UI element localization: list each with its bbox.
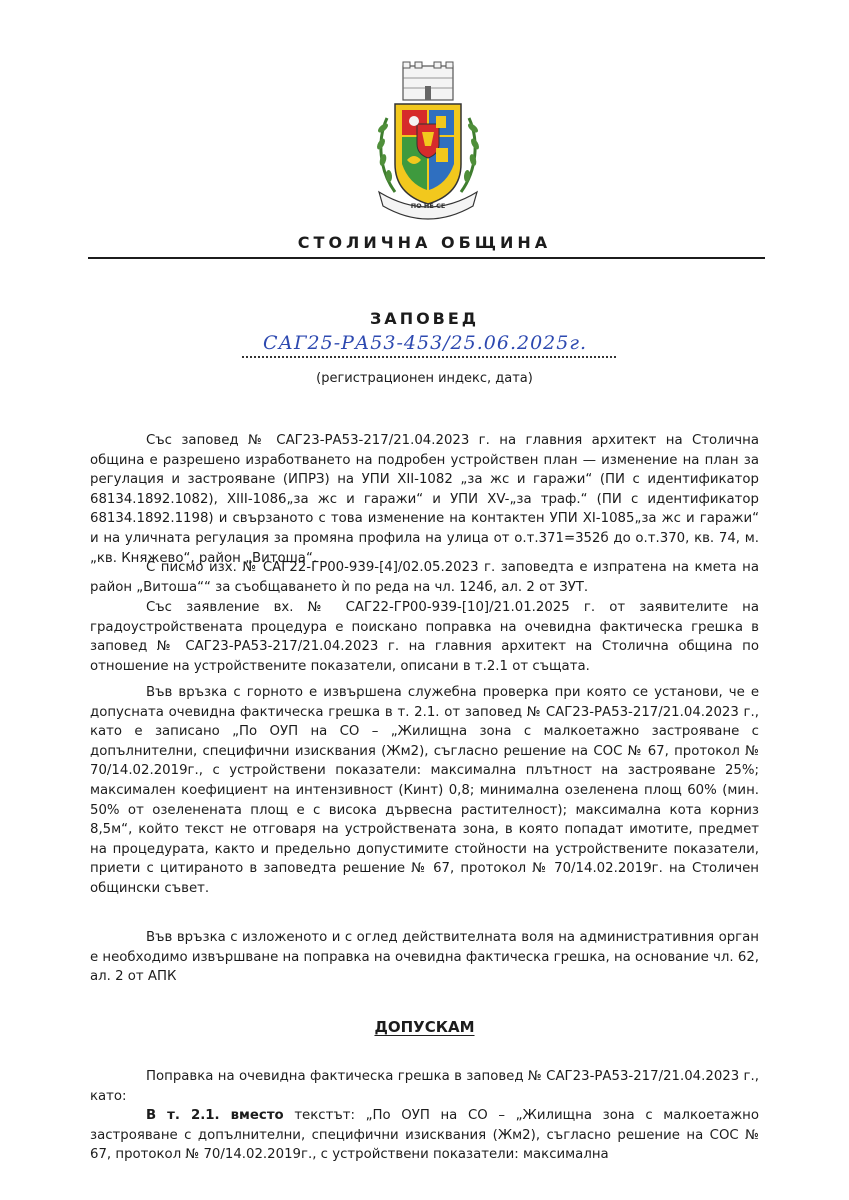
paragraph-letter-reference: С писмо изх. № САГ22-ГР00-939-[4]/02.05.2023 г. заповедта е изпратена на кмета на район „Витоша““ за съобщаването ѝ по реда на чл. 124б, ал. 2 от ЗУТ. <box>90 560 759 595</box>
paragraph-point-2-1 <box>90 1106 759 1165</box>
sofia-coat-of-arms-icon <box>373 60 483 220</box>
crest-motto: ПО НЕ СЕ <box>410 202 446 210</box>
paragraph-order-reference: Със заповед № САГ23-РА53-217/21.04.2023 г. на главния архитект на Столична община е разрешено изработването на подробен устройствен план — изменение на план за регулация и застрояване (ИПРЗ) на УПИ XII-1082 „за жс и гаражи“ (ПИ с идентификатор 68134.1892.1082), XIII-1086„за жс и гаражи“ и УПИ XV-„за траф.“ (ПИ с идентификатор 68134.1892.1198) и свързаното с това изменение на контактен УПИ XI-1085„за жс и гаражи“ и на уличната регулация за промяна профила на улица от о.т.371=352б до о.т.370, кв. 74, м. „кв. Княжево“, район „Витоша“. <box>90 433 759 566</box>
paragraph-application: Със заявление вх. № САГ22-ГР00-939-[10]/21.01.2025 г. от заявителите на градоустройствената процедура е поискано поправка на очевидна фактическа грешка в заповед № САГ23-РА53-217/21.04.2023 г. на главния архитект на Столична община по отношение на устройствените показатели, описани в т.2.1 от същата. <box>90 600 759 674</box>
point-2-1-text: текстът: „По ОУП на СО – „Жилищна зона с малкоетажно застрояване с допълнителни, специфични изисквания (Жм2), съгласно решение на СОС № 67, протокол № 70/14.02.2019г., с устройствени показатели: максимална <box>90 1108 759 1163</box>
header-divider <box>88 257 765 259</box>
organization-title: СТОЛИЧНА ОБЩИНА <box>297 233 552 252</box>
document-type-title: ЗАПОВЕД <box>369 309 480 328</box>
point-2-1-lead: В т. 2.1. вместо <box>146 1108 284 1123</box>
registration-dotted-line <box>242 356 616 358</box>
paragraph-inspection: Във връзка с горното е извършена служебна проверка при която се установи, че е допусната очевидна фактическа грешка в т. 2.1. от заповед № САГ23-РА53-217/21.04.2023 г., като е записано „По ОУП на СО – „Жилищна зона с малкоетажно застрояване с допълнителни, специфични изисквания (Жм2), съгласно решение на СОС № 67, протокол № 70/14.02.2019г., с устройствени показатели: максимална плътност на застрояване 25%; максимален коефициент на интензивност (Кинт) 0,8; минимална озеленена площ 60% (мин. 50% от озеленената площ е с висока дървесна растителност); максимална кота корниз 8,5м“, който текст не отговаря на устройствената зона, в която попадат имотите, предмет на процедурата, както и предельно допустимите стойности на устройствените показатели, приети с цитираното в заповедта решение № 67, протокол № 70/14.02.2019г. на Столичен общински съвет. <box>90 685 759 896</box>
paragraph-correction: Поправка на очевидна фактическа грешка в заповед № САГ23-РА53-217/21.04.2023 г., като: <box>90 1069 759 1104</box>
handwritten-registration-number: САГ25-РА53-453/25.06.2025г. <box>263 332 587 354</box>
paragraph-legal-basis: Във връзка с изложеното и с оглед действителната воля на административния орган е необходимо извършване на поправка на очевидна фактическа грешка, на основание чл. 62, ал. 2 от АПК <box>90 930 760 985</box>
registration-caption: (регистрационен индекс, дата) <box>316 371 533 386</box>
decision-heading: ДОПУСКАМ <box>374 1018 475 1036</box>
